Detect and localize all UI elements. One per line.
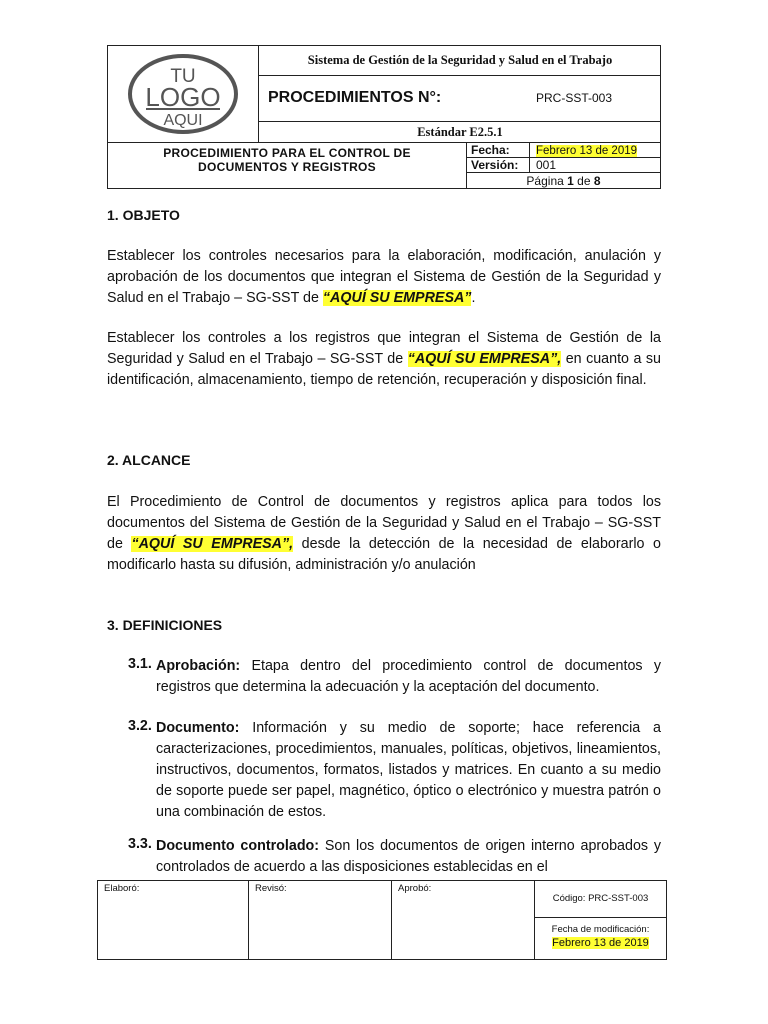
- document-title-line-1: PROCEDIMIENTO PARA EL CONTROL DE: [163, 146, 411, 160]
- version-value: 001: [536, 158, 557, 172]
- objective-p1-text: Establecer los controles necesarios para la elaboración, modificación, anulación y aprobación de los documentos que integran el Sistema de Gestión de la Seguridad y Salud en el Trabajo – SG-SST de: [107, 248, 661, 306]
- page-of: de: [577, 174, 591, 188]
- prepared-by-cell: [98, 881, 249, 959]
- reviewed-by-label: Revisó:: [255, 883, 287, 894]
- objective-paragraph-2: [107, 328, 661, 391]
- approved-by-cell: [392, 881, 535, 959]
- modification-date-value: Febrero 13 de 2019: [552, 937, 649, 949]
- procedure-code: PRC-SST-003: [536, 91, 613, 105]
- section-scope-title: 2. ALCANCE: [107, 452, 191, 468]
- definition-item: [156, 656, 661, 698]
- standard-label: Estándar E2.5.1: [417, 125, 503, 139]
- company-placeholder: “AQUÍ SU EMPRESA”,: [407, 351, 562, 367]
- company-placeholder: “AQUÍ SU EMPRESA”,: [131, 536, 294, 552]
- document-title-line-2: DOCUMENTOS Y REGISTROS: [198, 160, 376, 174]
- document-header-table: [107, 45, 661, 189]
- company-logo-placeholder: [108, 46, 259, 142]
- prepared-by-label: Elaboró:: [104, 883, 140, 894]
- version-label: Versión:: [471, 158, 519, 172]
- document-title: [108, 146, 466, 174]
- logo-line-2: LOGO: [145, 82, 221, 112]
- definition-number: 3.2.: [128, 718, 152, 734]
- procedures-label: PROCEDIMIENTOS N°:: [268, 89, 442, 106]
- objective-p2-end: en cuanto a su identificación, almacenamiento, tiempo de retención, recuperación y disposición final.: [107, 351, 661, 388]
- definition-term: Aprobación:: [156, 658, 241, 674]
- approved-by-label: Aprobó:: [398, 883, 432, 894]
- management-system-title: Sistema de Gestión de la Seguridad y Salud en el Trabajo: [307, 53, 613, 67]
- definition-number: 3.3.: [128, 836, 152, 852]
- scope-text: El Procedimiento de Control de documentos y registros aplica para todos los documentos del Sistema de Gestión de la Seguridad y Salud en el Trabajo – SG-SST de: [107, 494, 661, 552]
- section-objective-title: 1. OBJETO: [107, 207, 180, 223]
- definition-text: Información y su medio de soporte; hace referencia a caracterizaciones, procedimientos, manuales, políticas, objetivos, lineamientos, instructivos, documentos, formatos, listados y matrices. En cuanto a su medio de soporte puede ser papel, magnético, óptico o electrónico y muestra patrón o una combinación de estos.: [156, 720, 661, 820]
- footer-code: Código: PRC-SST-003: [552, 893, 649, 904]
- definition-term: Documento controlado:: [156, 838, 320, 854]
- date-value: Febrero 13 de 2019: [536, 145, 638, 157]
- scope-text-end: desde la detección de la necesidad de elaborarlo o modificarlo hasta su difusión, administración y/o anulación: [107, 536, 661, 573]
- modification-date-label: Fecha de modificación:: [551, 924, 650, 935]
- definition-text: Son los documentos de origen interno aprobados y controlados de acuerdo a las disposiciones establecidas en el: [156, 838, 661, 875]
- definition-clip: [100, 836, 670, 876]
- document-footer-table: [97, 880, 667, 960]
- date-label: Fecha:: [471, 143, 510, 157]
- section-definitions-title: 3. DEFINICIONES: [107, 617, 223, 633]
- scope-paragraph: [107, 492, 661, 576]
- objective-p1-end: .: [471, 290, 476, 306]
- logo-line-1: TU: [170, 66, 196, 87]
- definition-text: Etapa dentro del procedimiento control de documentos y registros que determina la adecuación y la aceptación del documento.: [156, 658, 661, 695]
- logo-line-3: AQUI: [163, 112, 203, 129]
- objective-p2-text: Establecer los controles a los registros que integran el Sistema de Gestión de la Seguridad y Salud en el Trabajo – SG-SST de: [107, 330, 661, 367]
- page-current: 1: [567, 174, 574, 188]
- logo-cell: [108, 46, 259, 142]
- objective-paragraph-1: [107, 246, 661, 309]
- definition-term: Documento:: [156, 720, 240, 736]
- definition-item: [156, 718, 661, 823]
- definition-number: 3.1.: [128, 656, 152, 672]
- definition-item: [156, 836, 661, 876]
- page-prefix: Página: [526, 174, 564, 188]
- page-indicator: [466, 174, 661, 188]
- reviewed-by-cell: [249, 881, 392, 959]
- company-placeholder: “AQUÍ SU EMPRESA”: [322, 290, 472, 306]
- page-total: 8: [593, 174, 601, 188]
